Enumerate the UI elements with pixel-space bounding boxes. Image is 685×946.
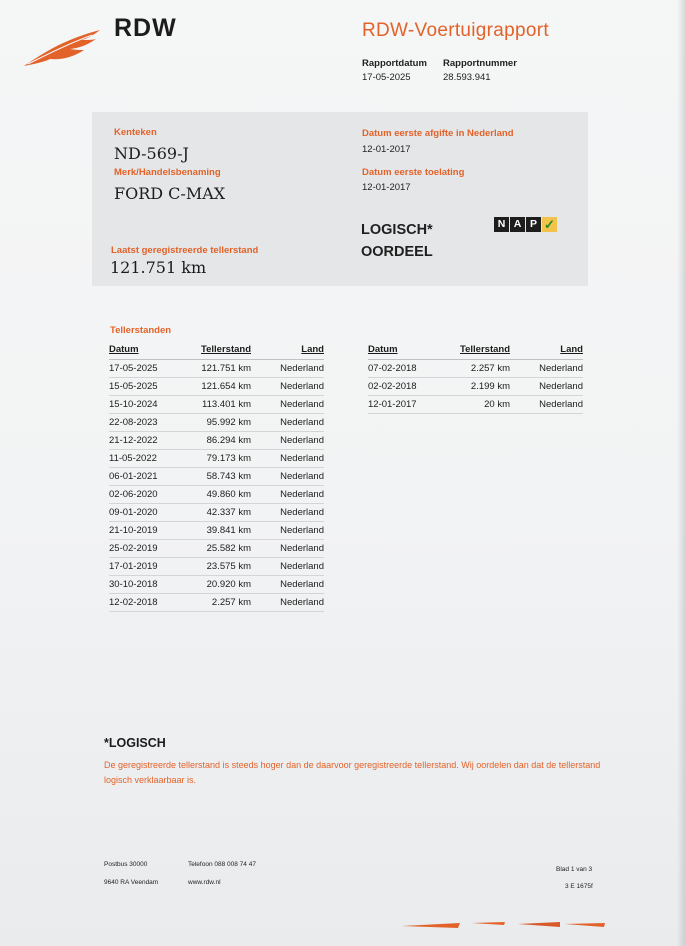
footer-phone: Telefoon 088 008 74 47 [188,861,256,868]
reading-country: Nederland [251,396,324,414]
reading-odometer: 121.654 km [189,378,251,396]
reading-date: 25-02-2019 [109,540,189,558]
reading-country: Nederland [251,576,324,594]
rdw-feather-logo-icon [22,26,104,68]
page-edge-shadow [677,0,685,946]
reading-row [109,540,324,558]
nap-logo [494,217,558,232]
column-header-country: Land [251,343,324,360]
reading-date: 21-10-2019 [109,522,189,540]
reading-country: Nederland [251,594,324,612]
reading-row [368,396,583,414]
first-issue-label: Datum eerste afgifte in Nederland [362,128,514,139]
reading-date: 02-06-2020 [109,486,189,504]
reading-row [109,414,324,432]
reading-odometer: 25.582 km [189,540,251,558]
reading-odometer: 2.199 km [448,378,510,396]
reading-date: 11-05-2022 [109,450,189,468]
reading-odometer: 79.173 km [189,450,251,468]
vehicle-make: FORD C-MAX [114,184,226,203]
reading-date: 21-12-2022 [109,432,189,450]
reading-row [109,360,324,378]
make-label: Merk/Handelsbenaming [114,167,221,178]
decorative-stripes [400,918,610,932]
readings-title: Tellerstanden [110,325,172,336]
first-admission-date: 12-01-2017 [362,182,411,193]
odometer-value: 121.751 km [110,258,207,277]
reading-country: Nederland [251,486,324,504]
reading-odometer: 95.992 km [189,414,251,432]
reading-odometer: 20.920 km [189,576,251,594]
reading-row [109,522,324,540]
reading-country: Nederland [251,378,324,396]
reading-odometer: 2.257 km [448,360,510,378]
reading-country: Nederland [251,522,324,540]
reading-date: 12-01-2017 [368,396,448,414]
reading-country: Nederland [510,396,583,414]
reading-odometer: 49.860 km [189,486,251,504]
reading-country: Nederland [251,414,324,432]
report-date: 17-05-2025 [362,72,411,83]
verdict [361,219,433,263]
reading-odometer: 42.337 km [189,504,251,522]
reading-date: 15-05-2025 [109,378,189,396]
report-number: 28.593.941 [443,72,491,83]
reading-row [109,594,324,612]
reading-row [109,504,324,522]
reading-row [109,396,324,414]
checkmark-icon: ✓ [542,217,557,232]
reading-date: 22-08-2023 [109,414,189,432]
reading-country: Nederland [251,540,324,558]
reading-country: Nederland [251,468,324,486]
footnote-text: De geregistreerde tellerstand is steeds hoger dan de daarvoor geregistreerde tellerstand. Wij oordelen dan dat de tellerstand logisch verklaarbaar is. [104,760,601,785]
reading-odometer: 58.743 km [189,468,251,486]
reading-date: 30-10-2018 [109,576,189,594]
column-header-odometer: Tellerstand [448,343,510,360]
column-header-country: Land [510,343,583,360]
reading-date: 06-01-2021 [109,468,189,486]
reading-odometer: 113.401 km [189,396,251,414]
footer-page-number: Blad 1 van 3 [556,866,593,873]
reading-date: 17-05-2025 [109,360,189,378]
verdict-line-1: LOGISCH* [361,222,433,238]
reading-odometer: 121.751 km [189,360,251,378]
reading-odometer: 23.575 km [189,558,251,576]
reading-row [109,558,324,576]
nap-letter-n: N [494,217,509,232]
reading-odometer: 39.841 km [189,522,251,540]
reading-date: 17-01-2019 [109,558,189,576]
first-admission-label: Datum eerste toelating [362,167,465,178]
odometer-label: Laatst geregistreerde tellerstand [111,245,259,256]
reading-country: Nederland [251,504,324,522]
footer-document-code: 3 E 1675f [565,883,593,890]
reading-country: Nederland [251,450,324,468]
footnote-title: *LOGISCH [104,736,166,750]
reading-row [109,450,324,468]
reading-country: Nederland [510,360,583,378]
footer-address-line-1: Postbus 30000 [104,861,148,868]
reading-row [109,432,324,450]
reading-country: Nederland [251,558,324,576]
brand-name: RDW [114,14,177,42]
reading-date: 02-02-2018 [368,378,448,396]
reading-odometer: 2.257 km [189,594,251,612]
first-issue-date: 12-01-2017 [362,144,411,155]
column-header-odometer: Tellerstand [189,343,251,360]
reading-date: 15-10-2024 [109,396,189,414]
report-title: RDW-Voertuigrapport [362,20,549,41]
reading-date: 07-02-2018 [368,360,448,378]
reading-date: 12-02-2018 [109,594,189,612]
report-date-label: Rapportdatum [362,58,427,69]
verdict-line-2: OORDEEL [361,244,433,260]
reading-country: Nederland [510,378,583,396]
nap-letter-p: P [526,217,541,232]
reading-row [368,378,583,396]
plate-number: ND-569-J [114,144,189,163]
plate-label: Kenteken [114,127,157,138]
column-header-date: Datum [109,343,189,360]
readings-table-left [109,343,324,612]
column-header-date: Datum [368,343,448,360]
reading-date: 09-01-2020 [109,504,189,522]
reading-row [109,486,324,504]
reading-row [109,576,324,594]
reading-country: Nederland [251,360,324,378]
footer-website: www.rdw.nl [188,879,221,886]
reading-odometer: 86.294 km [189,432,251,450]
reading-row [368,360,583,378]
reading-row [109,378,324,396]
reading-odometer: 20 km [448,396,510,414]
report-number-label: Rapportnummer [443,58,517,69]
footer-address-line-2: 9640 RA Veendam [104,879,159,886]
nap-letter-a: A [510,217,525,232]
reading-country: Nederland [251,432,324,450]
reading-row [109,468,324,486]
readings-table-right [368,343,583,414]
